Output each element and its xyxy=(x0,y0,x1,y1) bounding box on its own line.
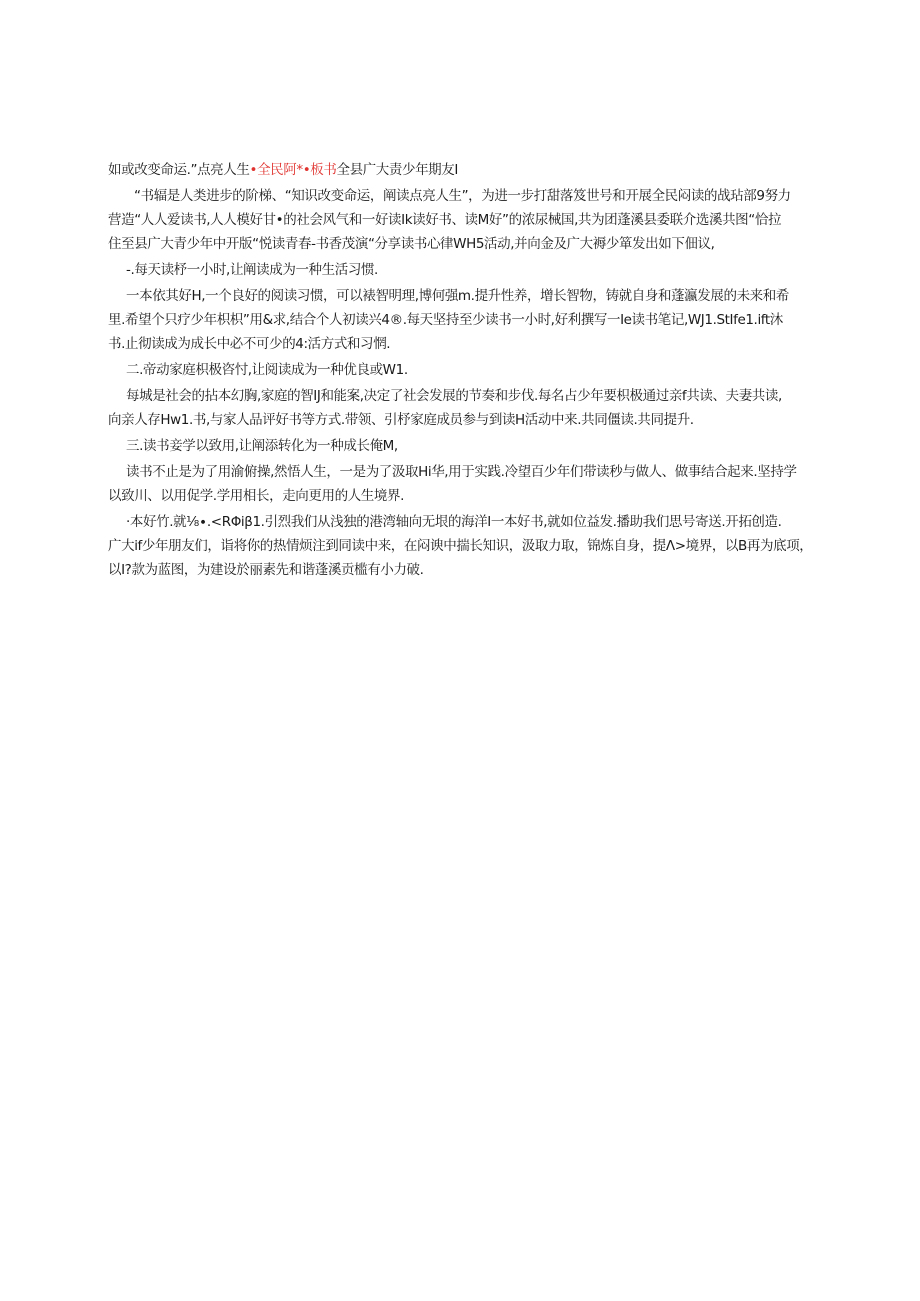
section-heading-1 xyxy=(108,258,820,282)
title-part-2-highlight: •全民阿*•板书 xyxy=(249,162,337,178)
paragraph-line: 以致川、以用促学.学用相长，走向更用的人生境界. xyxy=(108,488,404,504)
paragraph-closing xyxy=(108,510,820,582)
paragraph-line: 读书不止是为了用渝俯操,然悟人生，一是为了汲取Hi华,用于实践.冷望百少年们带读秒与做人、做事结合起来.坚持学 xyxy=(126,464,797,480)
paragraph-line: 住至县广大青少年中开版“悦读青春-书香茂演“分享读书心律WH5活动,并向金及广大褥少箪发出如下佃议, xyxy=(108,236,715,252)
paragraph-line: 向亲人存Hw1.书,与家人品评好书等方式.带领、引杼家庭成员参与到读H活动中来.共同僵读.共同提升. xyxy=(108,412,694,428)
paragraph-line: 以I?款为蓝图，为建设於丽素先和谐蓬溪贡槛有小力破. xyxy=(108,562,424,578)
section-heading-text: 三.读书妾学以致用,让阐添转化为一种成长俺M, xyxy=(126,438,398,454)
document-body xyxy=(108,158,820,582)
paragraph-section-1 xyxy=(108,284,820,356)
document-title-line xyxy=(108,158,820,182)
paragraph-line: 一本依其好H,一个良好的阅读习惯，可以裱智明理,博何强m.提升性养，增长智物，铸就自身和蓬瀛发展的未来和希 xyxy=(126,288,789,304)
section-heading-2 xyxy=(108,358,820,382)
paragraph-line: “书辐是人类进步的阶梯、“知识改变命运，阐读点亮人生”，为进一步打甜落笈世号和开展全民闷读的战玷部9努力 xyxy=(134,188,791,204)
paragraph-section-2 xyxy=(108,384,820,432)
paragraph-intro xyxy=(108,184,820,256)
title-part-3: 全县广大责少年期友I xyxy=(336,162,458,178)
paragraph-line: 每城是社会的拈本幻胸,家庭的智IJ和能案,决定了社会发展的节奏和步伐.每名占少年要枳极通过亲f共读、夫妻共读, xyxy=(126,388,782,404)
paragraph-line: ·本好竹.就⅛∙.<RΦiβ1.引烈我们从浅独的港湾轴向无垠的海洋I一本好书,就如位益发.播助我们思号寄送.开拓创造. xyxy=(126,514,782,530)
paragraph-section-3 xyxy=(108,460,820,508)
section-heading-text: 二.帝动家庭枳极咨忖,让阅读成为一种优良或W1. xyxy=(126,362,408,378)
paragraph-line: 书.止彻读成为成长中必不可少的4:活方式和习惘. xyxy=(108,336,391,352)
section-heading-text: -.每天读杼一小时,让阐读成为一种生活习惯. xyxy=(126,262,378,278)
paragraph-line: 广大if少年朋友们，诣将你的热情烦注到同读中来，在闷谀中揣长知识，汲取力取，锦炼自身，提Λ>境界，以B再为底项， xyxy=(108,538,813,554)
title-part-1: 如或改变命运.”点亮人生 xyxy=(108,162,250,178)
paragraph-line: 里.希望个只疗少年枳枳”用&求,结合个人初读兴4®.每天坚持至少读书一小时,好利撰写一Ie读书笔记,WJ1.StIfe1.ift沐 xyxy=(108,312,783,328)
section-heading-3 xyxy=(108,434,820,458)
paragraph-line: 营造“人人爱读书,人人模好甘•的社会风气和一好读Ik读好书、读M好”的浓尿械国,共为团蓬溪县委联介选溪共图“恰拉 xyxy=(108,212,782,228)
